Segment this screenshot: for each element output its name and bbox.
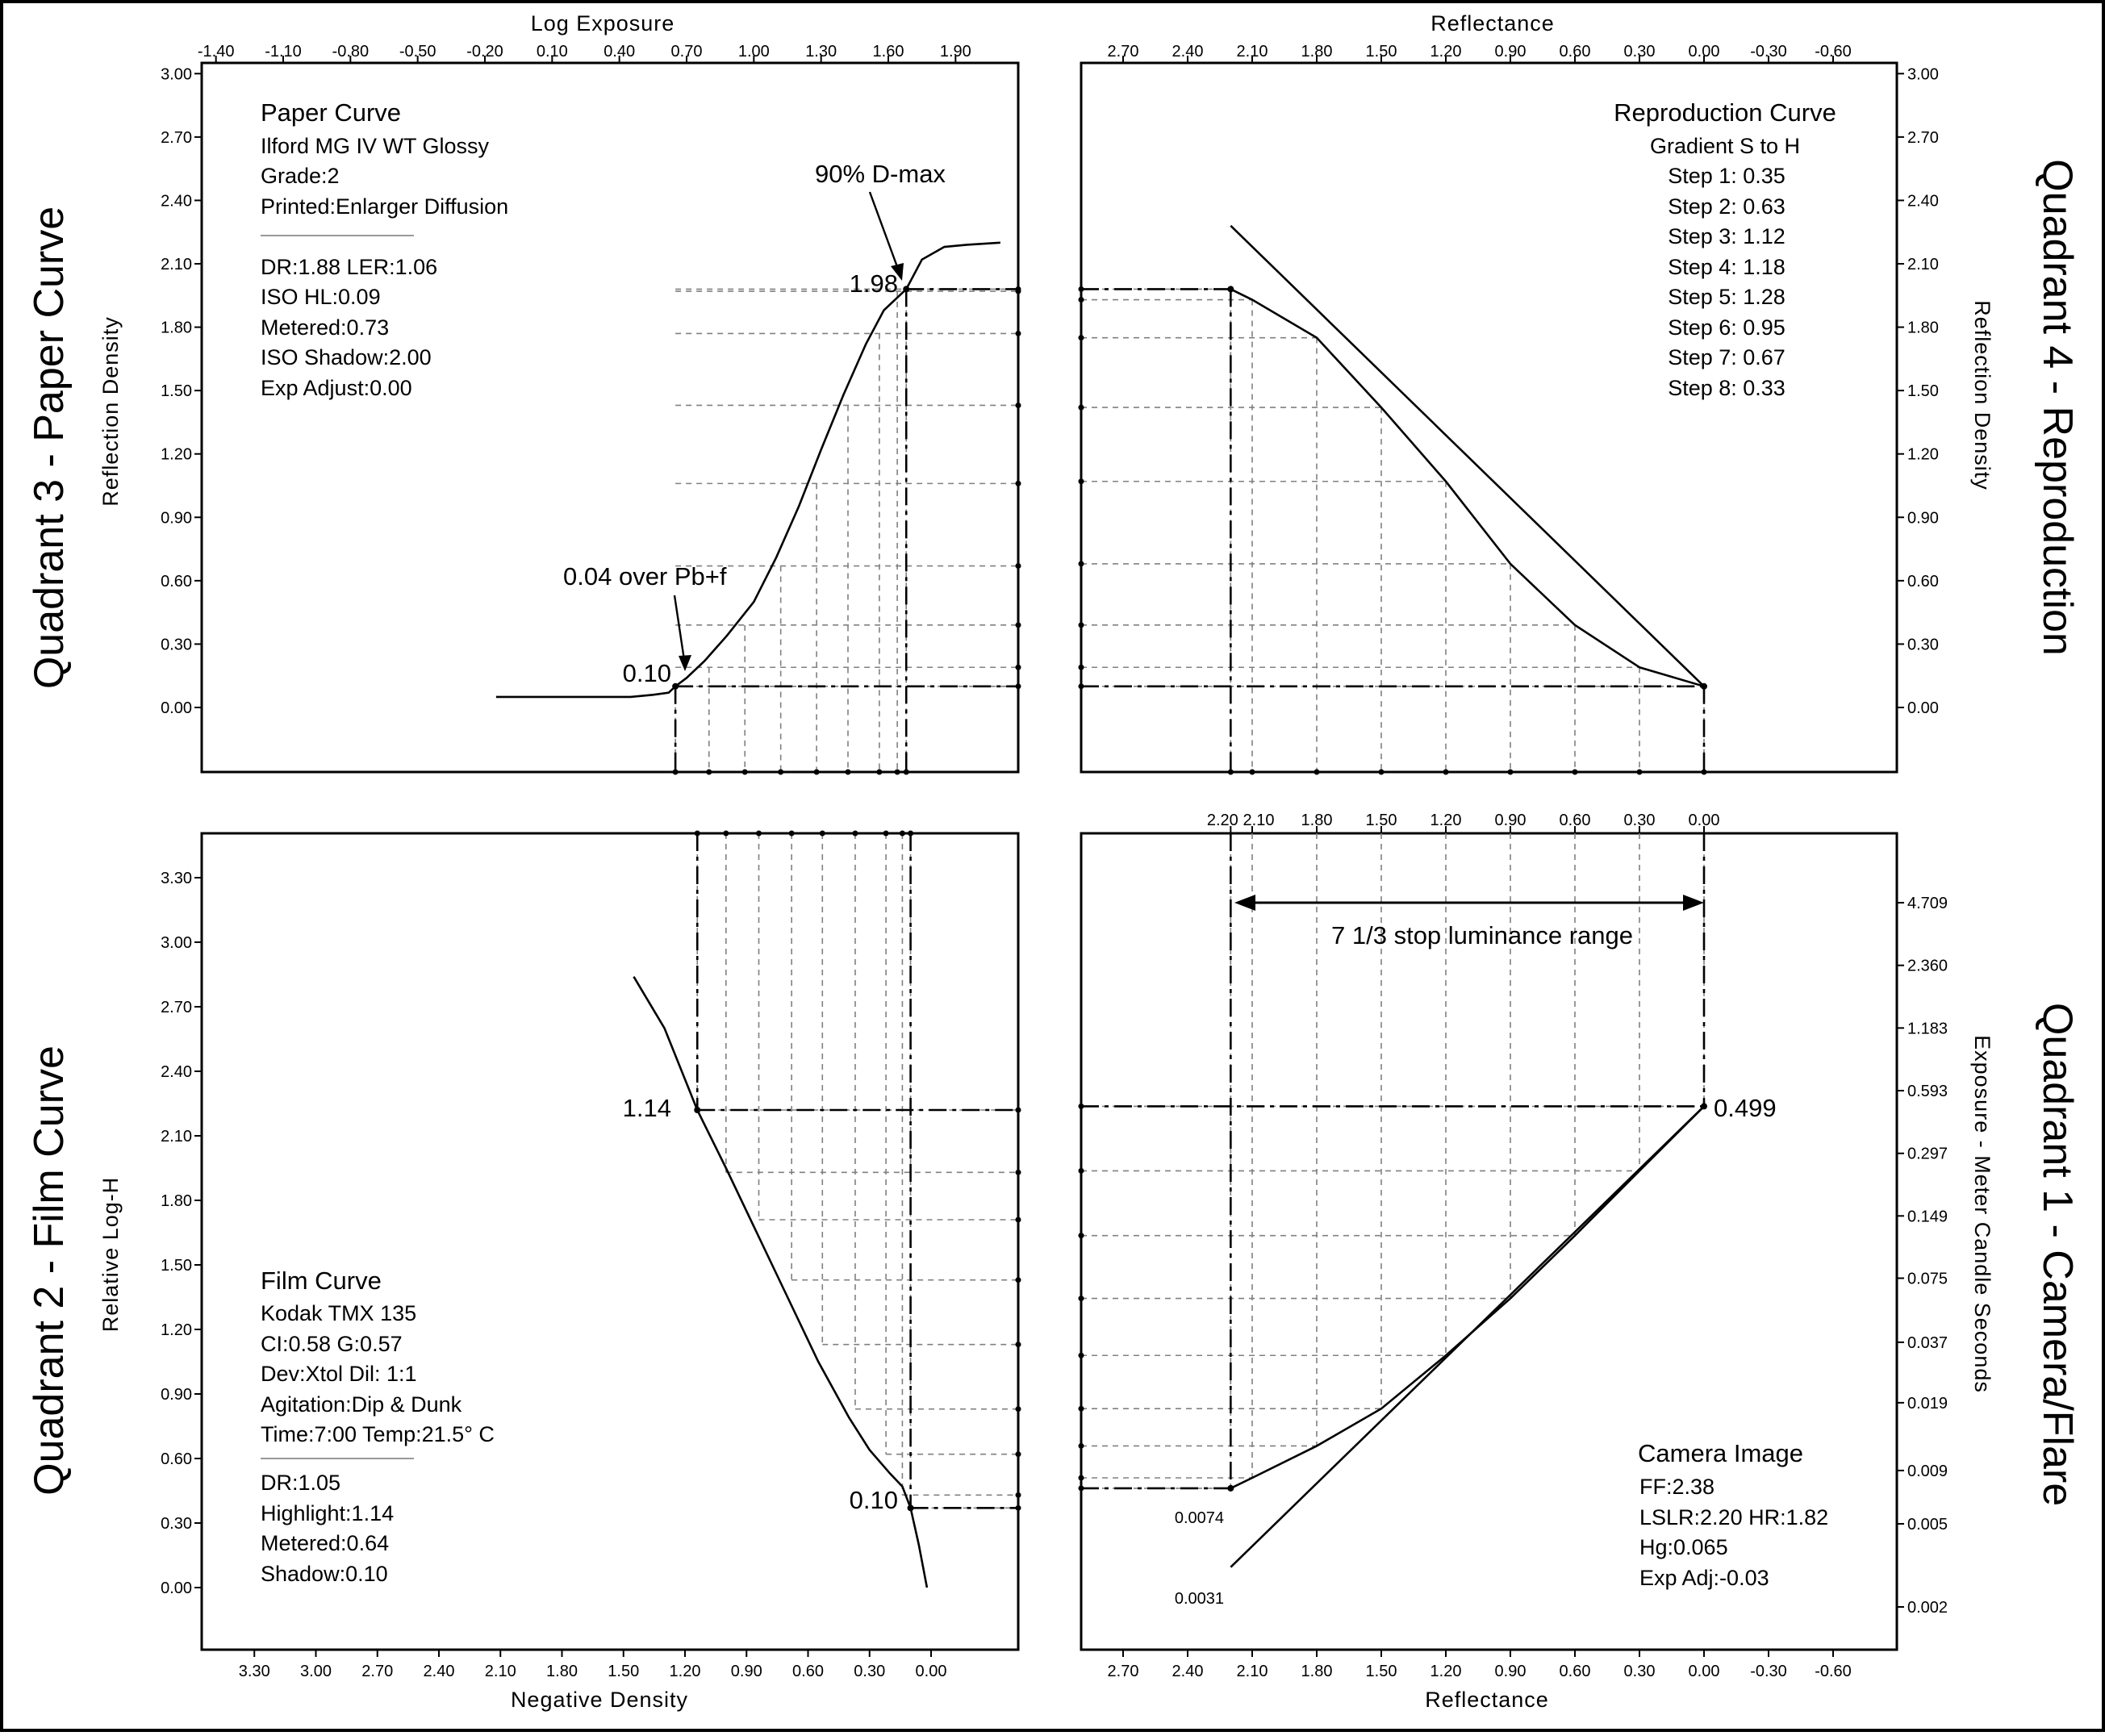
q3-info-line: Printed:Enlarger Diffusion — [261, 194, 509, 219]
q4-x-tick-label: -0.30 — [1750, 43, 1787, 61]
q4-x-axis-title: Reflectance — [1430, 11, 1555, 35]
q2-x-tick-label: 0.60 — [792, 1663, 824, 1680]
q4-y-axis-title: Reflection Density — [1970, 300, 1994, 490]
q1-info-line: Hg:0.065 — [1639, 1535, 1728, 1559]
q3-edge-marker — [1016, 331, 1021, 336]
q3-x-tick-label: 1.60 — [872, 43, 904, 61]
q4-info-line: Gradient S to H — [1649, 134, 1801, 158]
q3-guide-marker — [778, 770, 783, 775]
q1-y-tick-label: 0.593 — [1907, 1083, 1948, 1100]
q4-edge-marker — [1079, 561, 1084, 566]
q4-info-line: Step 5: 1.28 — [1668, 285, 1785, 309]
q3-y-tick-label: 1.50 — [161, 382, 192, 401]
q4-edge-marker — [1508, 770, 1514, 775]
q3-point-marker — [903, 286, 909, 292]
q3-guide-marker — [904, 770, 909, 775]
q4-info-line: Step 1: 0.35 — [1668, 164, 1785, 188]
q1-x-tick-label: 0.30 — [1623, 1663, 1656, 1680]
q1-edge-marker — [1079, 1475, 1084, 1480]
q4-edge-marker — [1379, 770, 1385, 775]
q3-edge-marker — [1016, 286, 1021, 292]
q1-y-tick-label: 0.009 — [1907, 1462, 1948, 1480]
q2-y-tick-label: 1.20 — [161, 1321, 192, 1339]
q2-edge-marker — [1016, 1217, 1021, 1223]
q4-info-line: Step 3: 1.12 — [1668, 224, 1785, 248]
q4-y-tick-label: 1.80 — [1907, 319, 1939, 337]
q3-x-tick-label: -0.20 — [466, 43, 503, 61]
q1-x-tick-label: 1.20 — [1430, 1663, 1462, 1680]
q3-y-tick-label: 2.10 — [161, 256, 192, 273]
q3-pbf-callout: 0.04 over Pb+f — [563, 562, 727, 590]
q1-top-tick-label: 0.30 — [1623, 812, 1656, 829]
q4-x-tick-label: 1.20 — [1430, 43, 1462, 61]
q2-info-line: Time:7:00 Temp:21.5° C — [261, 1422, 495, 1446]
q1-x-tick-label: 0.90 — [1494, 1663, 1527, 1680]
q2-plot-area — [202, 833, 1018, 1650]
q3-value-label-1.98: 1.98 — [849, 269, 898, 298]
q2-x-tick-label: 1.50 — [608, 1663, 640, 1680]
q1-y-tick-label: 0.005 — [1907, 1515, 1948, 1534]
q1-x-tick-label: 0.60 — [1559, 1663, 1591, 1680]
q4-edge-marker — [1228, 770, 1234, 775]
q4-x-tick-label: 0.90 — [1494, 43, 1527, 61]
q4-edge-marker — [1250, 770, 1255, 775]
q1-range-arrowhead-right — [1683, 895, 1704, 911]
q3-guide-marker — [876, 770, 882, 775]
q3-x-tick-label: 0.70 — [670, 43, 703, 61]
q1-y-tick-label: 2.360 — [1907, 957, 1948, 975]
q4-info-line: Step 2: 0.63 — [1668, 194, 1785, 219]
q4-x-tick-label: 1.50 — [1365, 43, 1397, 61]
q1-top-tick-label: 2.10 — [1243, 812, 1275, 829]
q2-x-tick-label: 0.90 — [730, 1663, 762, 1680]
q2-edge-marker — [820, 831, 825, 837]
q3-paper-curve — [496, 243, 1000, 697]
q1-x-tick-label: 2.10 — [1236, 1663, 1268, 1680]
q4-y-tick-label: 2.10 — [1907, 256, 1939, 273]
q3-info-line: ISO HL:0.09 — [261, 285, 381, 309]
q2-edge-marker — [1016, 1108, 1021, 1113]
q1-y-tick-label: 4.709 — [1907, 895, 1948, 913]
q4-x-tick-label: 0.00 — [1688, 43, 1720, 61]
q4-edge-marker — [1079, 297, 1084, 303]
q3-point-marker — [672, 683, 679, 690]
q1-quadrant-title: Quadrant 1 - Camera/Flare — [2034, 1002, 2081, 1507]
q2-y-tick-label: 0.60 — [161, 1450, 192, 1468]
q1-labels — [1175, 895, 2081, 1712]
q4-edge-marker — [1572, 770, 1578, 775]
q1-x-tick-label: 0.00 — [1688, 1663, 1720, 1680]
q1-y-tick-label: 0.002 — [1907, 1599, 1948, 1617]
q2-x-tick-label: 2.70 — [361, 1663, 394, 1680]
q4-y-tick-label: 0.00 — [1907, 699, 1939, 717]
q1-info-title: Camera Image — [1638, 1439, 1804, 1467]
q4-y-tick-label: 3.00 — [1907, 65, 1939, 84]
q1-no-flare-line — [1230, 1106, 1704, 1567]
q2-x-tick-label: 2.10 — [484, 1663, 516, 1680]
q2-x-tick-label: 1.80 — [546, 1663, 578, 1680]
q3-x-axis-title: Log Exposure — [530, 11, 675, 35]
q1-x-axis-title: Reflectance — [1425, 1688, 1549, 1712]
q2-edge-marker — [1016, 1406, 1021, 1412]
q1-value-label-0.499: 0.499 — [1714, 1094, 1777, 1122]
q2-y-tick-label: 0.30 — [161, 1515, 192, 1533]
q3-y-axis-title: Reflection Density — [98, 316, 123, 507]
q4-edge-marker — [1443, 770, 1449, 775]
q1-flare-curve — [1230, 1106, 1704, 1488]
q4-point-marker — [1701, 683, 1707, 690]
q3-x-tick-label: 0.10 — [536, 43, 568, 61]
q3-guide-marker — [895, 770, 900, 775]
q4-info-line: Step 4: 1.18 — [1668, 255, 1785, 279]
q3-info-line: Grade:2 — [261, 164, 340, 188]
q4-edge-marker — [1637, 770, 1643, 775]
q1-edge-marker — [1079, 1168, 1084, 1174]
q4-x-tick-label: -0.60 — [1815, 43, 1852, 61]
q2-edge-marker — [1016, 1451, 1021, 1457]
q4-reference-line — [1230, 226, 1704, 686]
q4-x-tick-label: 1.80 — [1301, 43, 1333, 61]
q3-dmax-callout: 90% D-max — [815, 160, 946, 188]
q3-y-tick-label: 0.60 — [161, 572, 192, 590]
q1-point-marker — [1227, 1485, 1234, 1492]
q2-labels — [26, 1045, 898, 1712]
q4-x-tick-label: 0.30 — [1623, 43, 1656, 61]
q1-info-line: FF:2.38 — [1639, 1475, 1715, 1499]
q4-reproduction-curve — [1230, 289, 1704, 686]
q1-y-tick-label: 0.037 — [1907, 1333, 1948, 1352]
q2-info-line: Dev:Xtol Dil: 1:1 — [261, 1362, 417, 1386]
q1-value-label-0.0031: 0.0031 — [1174, 1590, 1224, 1608]
q2-y-tick-label: 1.50 — [161, 1257, 192, 1275]
q2-x-axis-title: Negative Density — [510, 1688, 689, 1712]
q3-info-line: Exp Adjust:0.00 — [261, 376, 412, 400]
q3-edge-marker — [1016, 622, 1021, 628]
q3-edge-marker — [1016, 683, 1021, 689]
q3-edge-marker — [1016, 403, 1021, 408]
q2-edge-marker — [900, 831, 905, 837]
q2-info-line: Highlight:1.14 — [261, 1501, 395, 1525]
q3-guide-marker — [846, 770, 851, 775]
q2-edge-marker — [1016, 1492, 1021, 1498]
q4-y-tick-label: 0.60 — [1907, 572, 1939, 590]
q1-top-tick-label: 2.20 — [1206, 812, 1238, 829]
q1-top-tick-label: 0.60 — [1559, 812, 1591, 829]
q4-y-tick-label: 2.40 — [1907, 192, 1939, 211]
q3-info-line: ISO Shadow:2.00 — [261, 345, 432, 369]
q2-point-marker — [694, 1107, 700, 1113]
q1-top-tick-label: 1.20 — [1430, 812, 1462, 829]
q1-y-tick-label: 0.149 — [1907, 1208, 1948, 1226]
q3-value-label-0.10: 0.10 — [622, 659, 671, 687]
q2-quadrant-title: Quadrant 2 - Film Curve — [26, 1045, 73, 1496]
q4-edge-marker — [1079, 405, 1084, 411]
q3-x-tick-label: -1.40 — [197, 43, 235, 61]
q4-edge-marker — [1079, 335, 1084, 340]
q3-x-tick-label: 1.30 — [805, 43, 837, 61]
q1-top-tick-label: 0.90 — [1494, 812, 1527, 829]
q4-x-tick-label: 2.40 — [1172, 43, 1204, 61]
q1-edge-marker — [1079, 1353, 1084, 1358]
q4-labels — [1430, 11, 2081, 656]
q3-dmax-arrow — [870, 192, 899, 271]
q2-x-tick-label: 0.00 — [915, 1663, 947, 1680]
q4-y-tick-label: 1.20 — [1907, 445, 1939, 464]
q2-info-line: DR:1.05 — [261, 1471, 341, 1495]
q2-info-line: Metered:0.64 — [261, 1531, 390, 1555]
q2-edge-marker — [1016, 1342, 1021, 1347]
q1-edge-marker — [1079, 1443, 1084, 1449]
q1-y-axis-title: Exposure - Meter Candle Seconds — [1970, 1035, 1994, 1393]
q3-y-tick-label: 2.40 — [161, 192, 192, 211]
q4-edge-marker — [1079, 665, 1084, 670]
q3-x-tick-label: 0.40 — [604, 43, 636, 61]
q4-edge-marker — [1314, 770, 1320, 775]
q3-info-line: DR:1.88 LER:1.06 — [261, 255, 438, 279]
q4-quadrant-title: Quadrant 4 - Reproduction — [2034, 159, 2081, 656]
q2-y-axis-title: Relative Log-H — [98, 1176, 123, 1333]
q2-y-tick-label: 3.30 — [161, 870, 192, 887]
q1-edge-marker — [1079, 1296, 1084, 1301]
q1-y-tick-label: 1.183 — [1907, 1020, 1948, 1038]
q3-guide-marker — [814, 770, 820, 775]
q2-value-label-1.14: 1.14 — [622, 1094, 671, 1122]
q3-pbf-arrow — [675, 595, 684, 660]
q1-range-arrowhead-left — [1234, 895, 1255, 911]
q1-top-tick-label: 1.80 — [1301, 812, 1333, 829]
q3-edge-marker — [1016, 563, 1021, 569]
q1-value-label-0.0074: 0.0074 — [1174, 1509, 1224, 1527]
q1-x-tick-label: -0.30 — [1750, 1663, 1787, 1680]
q4-y-tick-label: 2.70 — [1907, 128, 1939, 147]
q2-y-tick-label: 2.70 — [161, 999, 192, 1016]
q2-y-tick-label: 0.90 — [161, 1386, 192, 1404]
q2-info-line: Shadow:0.10 — [261, 1562, 388, 1586]
q2-x-tick-label: 2.40 — [423, 1663, 455, 1680]
q4-x-tick-label: 2.10 — [1236, 43, 1268, 61]
q2-y-tick-label: 2.10 — [161, 1128, 192, 1146]
q3-x-tick-label: -0.50 — [399, 43, 436, 61]
q2-info-title: Film Curve — [261, 1267, 382, 1295]
q1-top-tick-label: 1.50 — [1365, 812, 1397, 829]
q3-y-tick-label: 3.00 — [161, 65, 192, 84]
q3-quadrant-title: Quadrant 3 - Paper Curve — [26, 206, 73, 690]
q1-y-tick-label: 0.075 — [1907, 1270, 1948, 1288]
q2-info-line: Agitation:Dip & Dunk — [261, 1392, 462, 1417]
q1-x-tick-label: 2.70 — [1107, 1663, 1139, 1680]
q2-y-tick-label: 3.00 — [161, 934, 192, 952]
q4-info-line: Step 7: 0.67 — [1668, 345, 1785, 369]
q3-edge-marker — [1016, 665, 1021, 670]
q3-y-tick-label: 0.90 — [161, 509, 192, 528]
q4-x-tick-label: 0.60 — [1559, 43, 1591, 61]
q3-info-line: Ilford MG IV WT Glossy — [261, 134, 490, 158]
q3-y-tick-label: 0.00 — [161, 699, 192, 717]
q1-edge-marker — [1079, 1233, 1084, 1238]
q2-y-tick-label: 0.00 — [161, 1580, 192, 1597]
q4-edge-marker — [1079, 478, 1084, 484]
q4-edge-marker — [1079, 622, 1084, 628]
q3-y-tick-label: 0.30 — [161, 636, 192, 654]
q4-y-tick-label: 1.50 — [1907, 382, 1939, 401]
q1-range-label: 7 1/3 stop luminance range — [1331, 921, 1633, 949]
q1-x-tick-label: 1.80 — [1301, 1663, 1333, 1680]
q2-edge-marker — [883, 831, 889, 837]
q3-x-tick-label: -1.10 — [265, 43, 302, 61]
q3-info-title: Paper Curve — [261, 98, 402, 127]
q1-x-tick-label: 1.50 — [1365, 1663, 1397, 1680]
q1-edge-marker — [1079, 1406, 1084, 1412]
q2-info-line: Kodak TMX 135 — [261, 1301, 417, 1325]
q1-x-tick-label: 2.40 — [1172, 1663, 1204, 1680]
q2-edge-marker — [723, 831, 729, 837]
q2-edge-marker — [1016, 1170, 1021, 1175]
q3-y-tick-label: 1.80 — [161, 319, 192, 337]
q2-x-tick-label: 1.20 — [669, 1663, 701, 1680]
q4-info-line: Step 6: 0.95 — [1668, 315, 1785, 340]
q4-point-marker — [1227, 286, 1234, 292]
q2-x-tick-label: 3.30 — [238, 1663, 270, 1680]
q3-guide-marker — [742, 770, 748, 775]
q1-x-tick-label: -0.60 — [1815, 1663, 1852, 1680]
q2-y-tick-label: 1.80 — [161, 1192, 192, 1210]
q2-edge-marker — [756, 831, 762, 837]
q4-x-tick-label: 2.70 — [1107, 43, 1139, 61]
q2-point-marker — [908, 1504, 914, 1511]
q3-x-tick-label: 1.00 — [737, 43, 770, 61]
q2-x-tick-label: 0.30 — [854, 1663, 886, 1680]
q4-info-line: Step 8: 0.33 — [1668, 376, 1785, 400]
q3-y-tick-label: 1.20 — [161, 445, 192, 464]
q3-y-tick-label: 2.70 — [161, 128, 192, 147]
q3-pbf-arrowhead — [679, 655, 691, 671]
q2-info-line: CI:0.58 G:0.57 — [261, 1332, 403, 1356]
q3-edge-marker — [1016, 481, 1021, 486]
q1-y-tick-label: 0.297 — [1907, 1145, 1948, 1163]
q2-edge-marker — [789, 831, 795, 837]
q2-edge-marker — [852, 831, 858, 837]
q2-edge-marker — [1016, 1277, 1021, 1283]
q1-point-marker — [1701, 1103, 1707, 1109]
q4-info-title: Reproduction Curve — [1614, 98, 1836, 127]
q4-y-tick-label: 0.30 — [1907, 636, 1939, 654]
q3-x-tick-label: -0.80 — [332, 43, 370, 61]
q2-y-tick-label: 2.40 — [161, 1063, 192, 1081]
q1-top-tick-label: 0.00 — [1688, 812, 1720, 829]
q3-guide-marker — [706, 770, 712, 775]
q3-x-tick-label: 1.90 — [939, 43, 971, 61]
q2-x-tick-label: 3.00 — [300, 1663, 332, 1680]
q1-y-tick-label: 0.019 — [1907, 1394, 1948, 1413]
q2-value-label-0.10: 0.10 — [849, 1486, 898, 1514]
q1-info-line: LSLR:2.20 HR:1.82 — [1639, 1505, 1829, 1529]
q3-info-line: Metered:0.73 — [261, 315, 390, 340]
q1-info-line: Exp Adj:-0.03 — [1639, 1566, 1769, 1590]
q4-y-tick-label: 0.90 — [1907, 509, 1939, 528]
